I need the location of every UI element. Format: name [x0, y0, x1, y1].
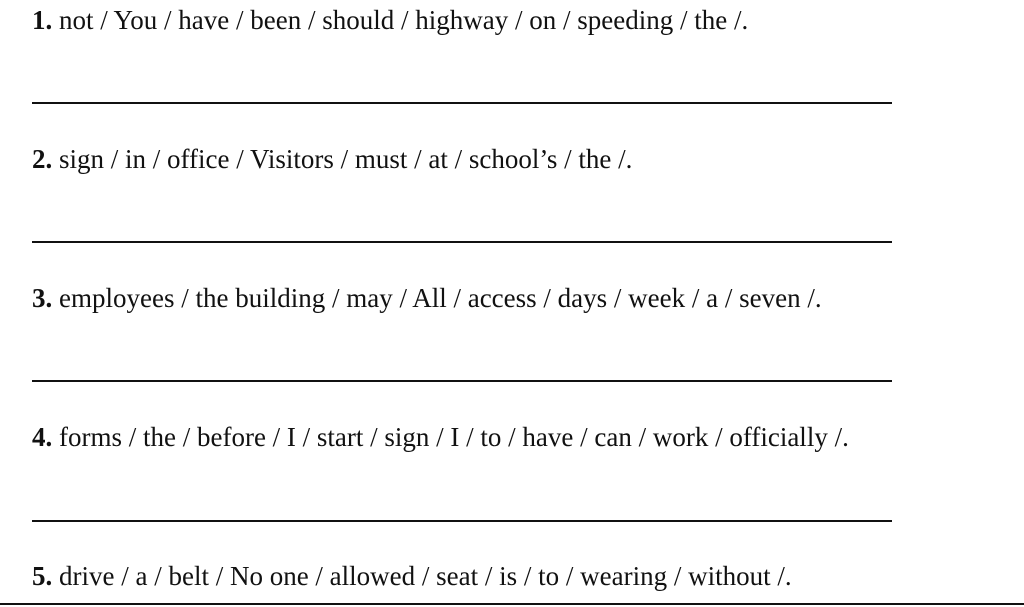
answer-line-3[interactable] — [32, 380, 892, 382]
exercise-item-1 — [32, 4, 748, 36]
item-prompt: not / You / have / been / should / highway / on / speeding / the /. — [59, 5, 749, 35]
answer-line-1[interactable] — [32, 102, 892, 104]
item-prompt: employees / the building / may / All / access / days / week / a / seven /. — [59, 283, 822, 313]
item-number: 5. — [32, 561, 53, 591]
exercise-item-2 — [32, 143, 632, 175]
answer-line-4[interactable] — [32, 520, 892, 522]
item-number: 3. — [32, 283, 53, 313]
exercise-item-5 — [32, 560, 792, 592]
answer-line-2[interactable] — [32, 241, 892, 243]
bottom-divider — [0, 603, 1024, 605]
item-prompt: forms / the / before / I / start / sign / I / to / have / can / work / officially /. — [59, 422, 849, 452]
exercise-item-4 — [32, 421, 849, 453]
item-number: 2. — [32, 144, 53, 174]
exercise-item-3 — [32, 282, 822, 314]
item-prompt: sign / in / office / Visitors / must / at / school’s / the /. — [59, 144, 633, 174]
item-prompt: drive / a / belt / No one / allowed / seat / is / to / wearing / without /. — [59, 561, 792, 591]
item-number: 1. — [32, 5, 53, 35]
item-number: 4. — [32, 422, 53, 452]
